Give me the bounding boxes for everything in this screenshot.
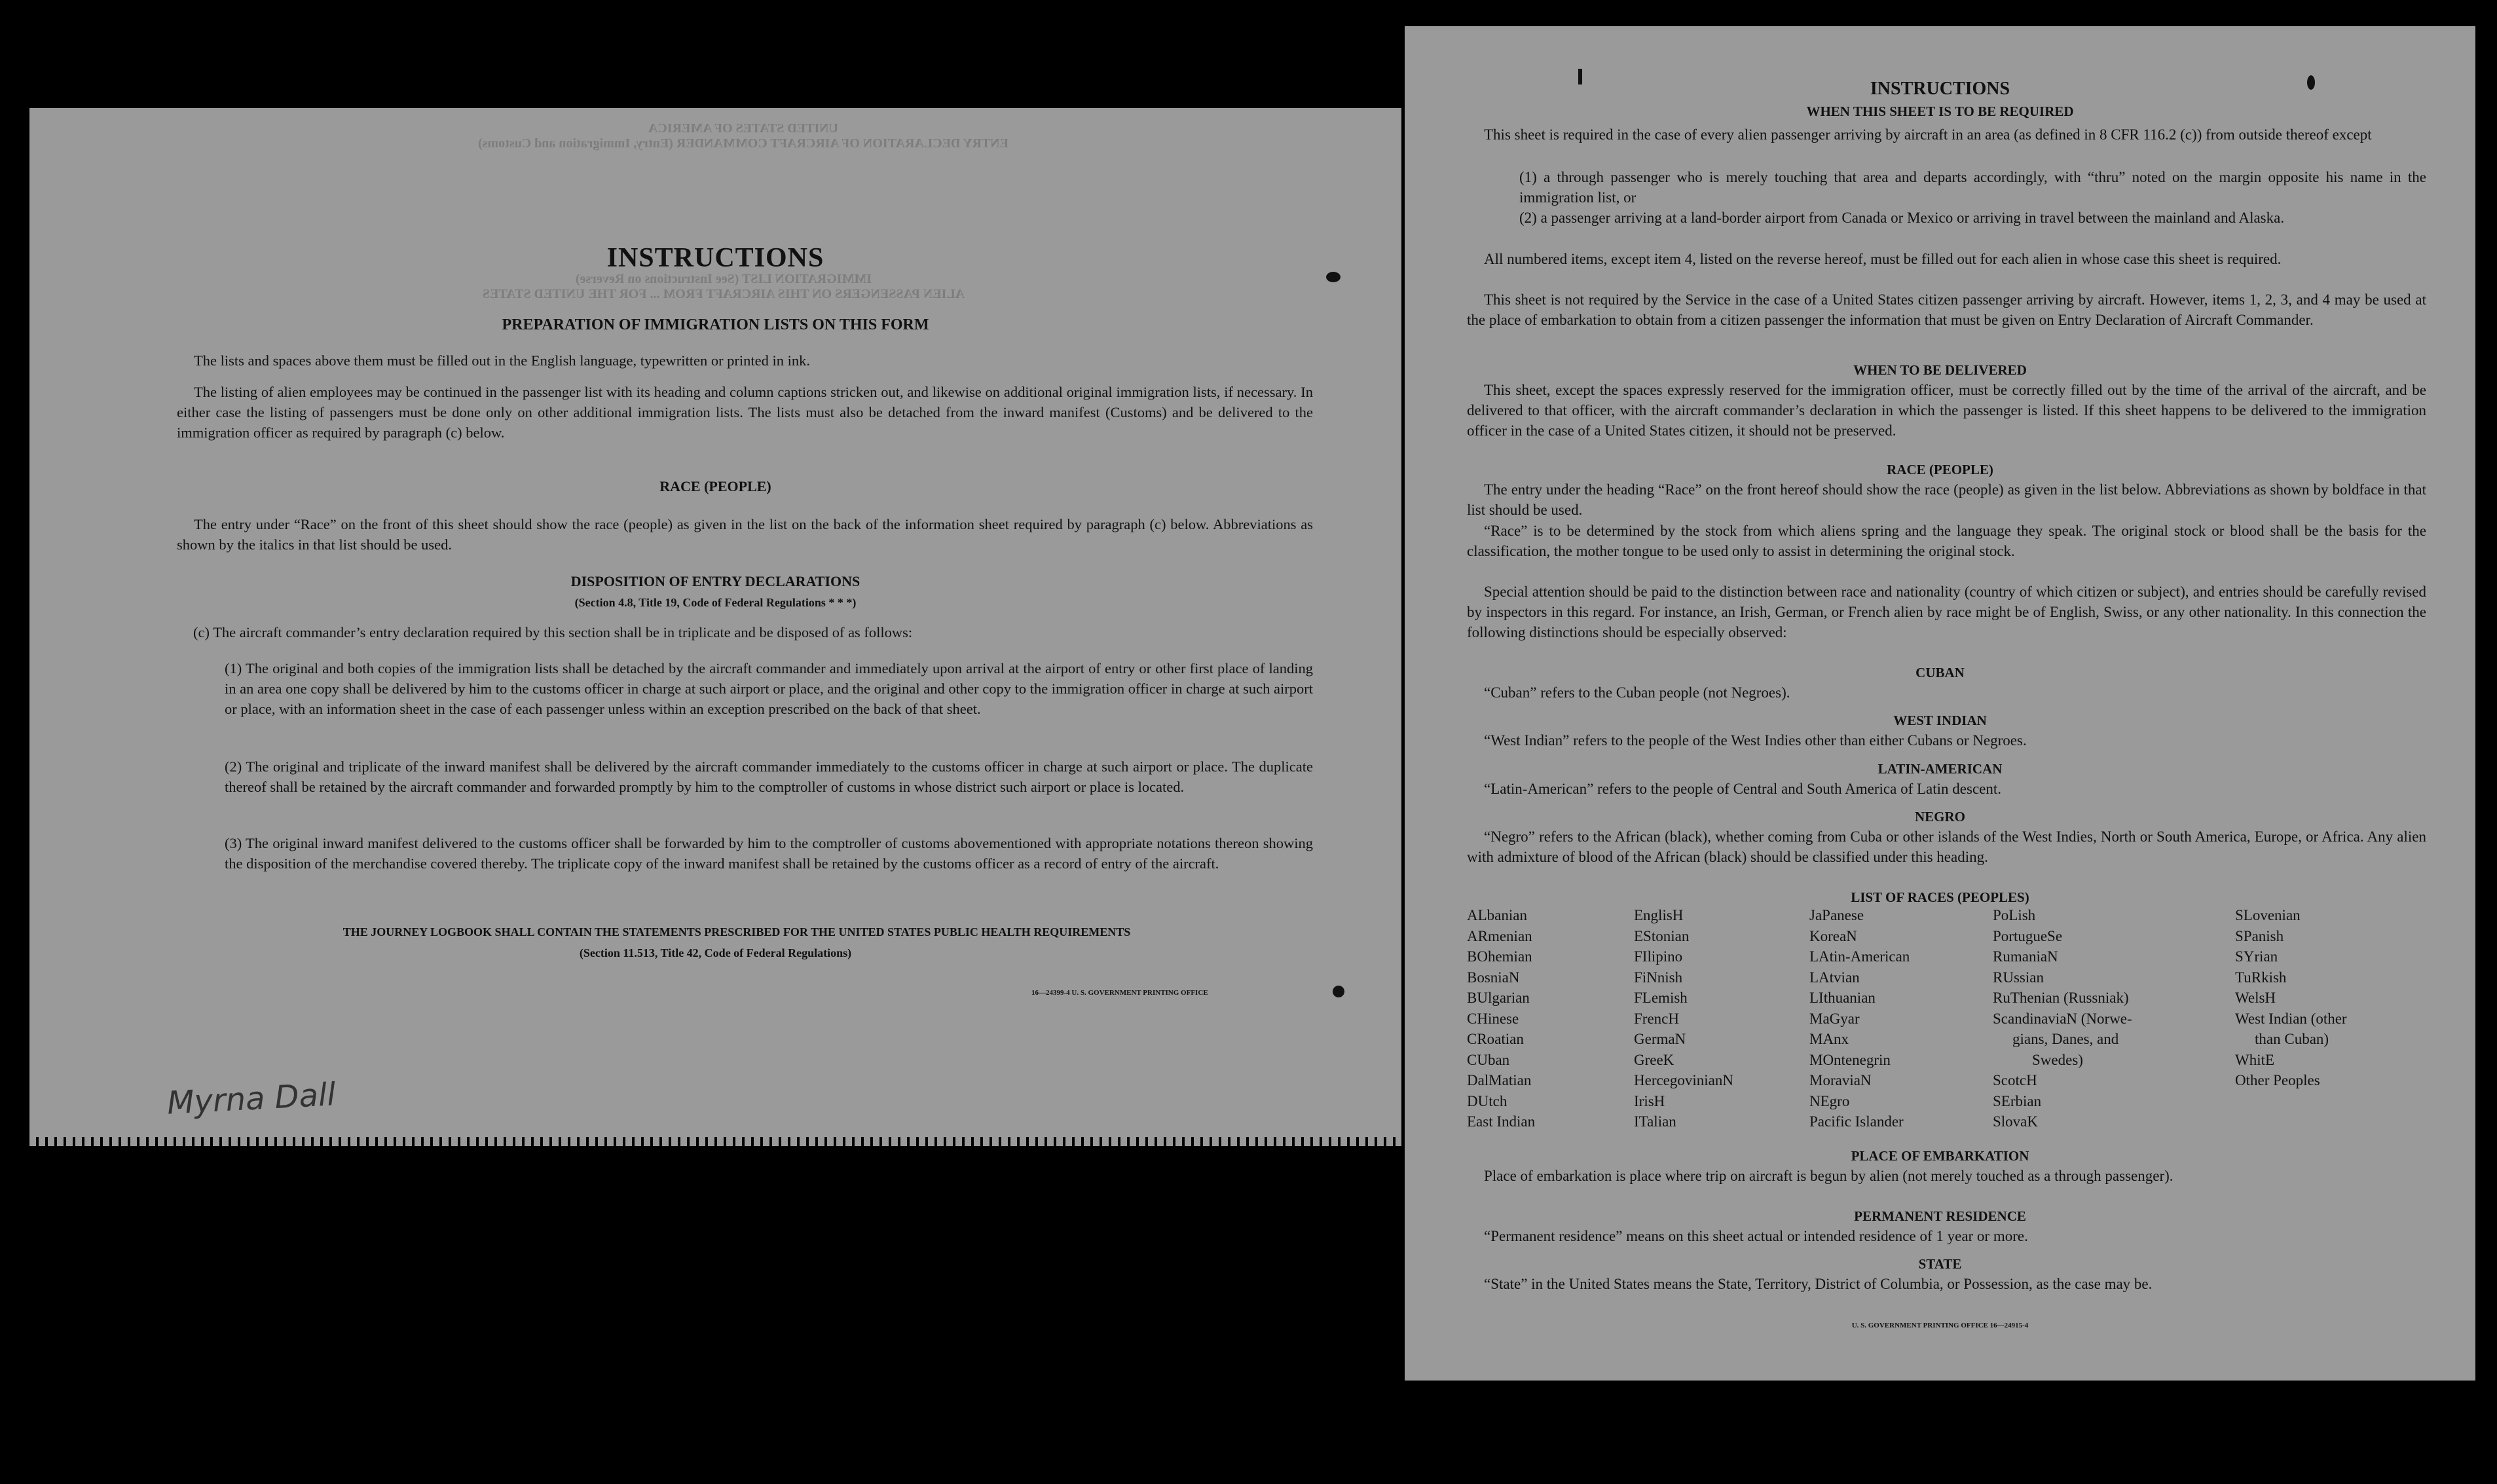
perforated-edge bbox=[29, 1137, 1401, 1146]
citation: (Section 4.8, Title 19, Code of Federal Regulations * * *) bbox=[574, 596, 857, 609]
ink-spot bbox=[1333, 986, 1344, 997]
section-heading: LATIN-AMERICAN bbox=[1877, 761, 2003, 777]
paragraph: “West Indian” refers to the people of the West Indies other than either Cubans or Negroes. bbox=[1484, 732, 2027, 749]
section-heading: PLACE OF EMBARKATION bbox=[1851, 1148, 2029, 1164]
race-item: than Cuban) bbox=[2255, 1031, 2329, 1047]
race-item: JaPanese bbox=[1809, 907, 1864, 923]
logbook-notice: THE JOURNEY LOGBOOK SHALL CONTAIN THE STATEMENTS PRESCRIBED FOR THE UNITED STATES PUBLIC HEALTH REQUIREMENTS bbox=[342, 925, 1131, 938]
race-item: ScandinaviaN (Norwe- bbox=[1993, 1010, 2132, 1027]
race-item: gians, Danes, and bbox=[2012, 1031, 2119, 1047]
race-item: BosniaN bbox=[1467, 969, 1520, 986]
race-item: SErbian bbox=[1993, 1092, 2042, 1109]
bleed-through-text: IMMIGRATION LIST (See Instructions on Reverse) ALIEN PASSENGERS ON THIS AIRCRAFT FROM ... FOR THE UNITED STATES bbox=[482, 272, 965, 301]
left-document-page bbox=[29, 108, 1401, 1146]
race-list-column bbox=[1467, 905, 1535, 1132]
race-item: FiNnish bbox=[1634, 969, 1683, 986]
section-heading: CUBAN bbox=[1915, 665, 1965, 680]
race-item: MAnx bbox=[1809, 1031, 1849, 1047]
race-item: CUban bbox=[1467, 1051, 1510, 1068]
section-heading: WHEN TO BE DELIVERED bbox=[1853, 362, 2027, 378]
ink-spot bbox=[2307, 75, 2315, 90]
race-item: Swedes) bbox=[2032, 1051, 2083, 1068]
race-item: RumaniaN bbox=[1993, 948, 2058, 965]
race-item: KoreaN bbox=[1809, 927, 1857, 944]
race-item: SLovenian bbox=[2235, 907, 2301, 923]
section-heading: STATE bbox=[1918, 1256, 1962, 1272]
ink-spot bbox=[1326, 272, 1341, 282]
race-list-column bbox=[2235, 905, 2347, 1091]
race-item: GermaN bbox=[1634, 1031, 1686, 1047]
race-item: ScotcH bbox=[1993, 1072, 2037, 1088]
section-heading: RACE (PEOPLE) bbox=[1887, 462, 1993, 477]
printing-office-note: U. S. GOVERNMENT PRINTING OFFICE 16—24915-4 bbox=[1851, 1322, 2029, 1329]
race-item: TuRkish bbox=[2235, 969, 2287, 986]
paragraph: “Negro” refers to the African (black), whether coming from Cuba or other islands of the West Indies, North or South America, Europe, or Africa. Any alien with admixture of blood of the African (black) should be classified under this heading. bbox=[1467, 828, 2426, 865]
race-item: BUlgarian bbox=[1467, 990, 1530, 1006]
paragraph: The lists and spaces above them must be filled out in the English language, typewritten or printed in ink. bbox=[194, 352, 811, 369]
paragraph: This sheet, except the spaces expressly reserved for the immigration officer, must be correctly filled out by the time of the arrival of the aircraft, and be delivered to that officer, with the aircraft commander’s declaration in which the passenger is listed. If this sheet happens to be delivered to the immigration officer in the case of a United States citizen, it should not be preserved. bbox=[1467, 382, 2426, 439]
section-heading: WHEN THIS SHEET IS TO BE REQUIRED bbox=[1806, 103, 2074, 119]
section-heading: NEGRO bbox=[1914, 809, 1965, 825]
paragraph: “Permanent residence” means on this sheet actual or intended residence of 1 year or more. bbox=[1484, 1228, 2028, 1244]
race-item: EStonian bbox=[1634, 927, 1690, 944]
race-item: RUssian bbox=[1993, 969, 2044, 986]
list-item: (2) a passenger arriving at a land-border airport from Canada or Mexico or arriving in travel between the mainland and Alaska. bbox=[1519, 210, 2285, 226]
section-heading: LIST OF RACES (PEOPLES) bbox=[1851, 889, 2029, 905]
paragraph: This sheet is not required by the Service in the case of a United States citizen passenger arriving by aircraft. However, items 1, 2, 3, and 4 may be used at the place of embarkation to obtain from a citizen passenger the information that must be given on Entry Declaration of Aircraft Commander. bbox=[1467, 291, 2426, 328]
race-item: FrencH bbox=[1634, 1010, 1679, 1027]
race-list-column bbox=[1993, 905, 2132, 1132]
race-item: CRoatian bbox=[1467, 1031, 1524, 1047]
section-heading: PREPARATION OF IMMIGRATION LISTS ON THIS FORM bbox=[502, 316, 929, 333]
right-document-page bbox=[1405, 26, 2475, 1381]
race-item: NEgro bbox=[1809, 1092, 1850, 1109]
race-item: GreeK bbox=[1634, 1051, 1674, 1068]
race-item: BOhemian bbox=[1467, 948, 1532, 965]
race-item: MOntenegrin bbox=[1809, 1051, 1891, 1068]
paragraph: All numbered items, except item 4, listed on the reverse hereof, must be filled out for each alien in whose case this sheet is required. bbox=[1484, 251, 2282, 267]
printing-office-note: 16—24399-4 U. S. GOVERNMENT PRINTING OFFICE bbox=[1031, 989, 1208, 997]
list-item: (1) The original and both copies of the immigration lists shall be detached by the aircraft commander and immediately upon arrival at the airport of entry or other first place of landing in an area one copy shall be delivered by him to the customs officer in charge at such airport or place, and the original and other copy to the immigration officer in charge at such airport or place, with an information sheet in the case of each passenger unless within an exception prescribed on the back of that sheet. bbox=[225, 660, 1313, 717]
race-item: HercegovinianN bbox=[1634, 1072, 1733, 1088]
race-item: PortugueSe bbox=[1993, 927, 2063, 944]
race-item: RuThenian (Russniak) bbox=[1993, 990, 2129, 1006]
race-item: SlovaK bbox=[1993, 1113, 2038, 1130]
section-heading: RACE (PEOPLE) bbox=[659, 478, 771, 494]
paragraph: The entry under the heading “Race” on the front hereof should show the race (people) as given in the list below. Abbreviations as shown by boldface in that list should be used. bbox=[1467, 481, 2426, 518]
race-item: ITalian bbox=[1634, 1113, 1676, 1130]
race-item: FIlipino bbox=[1634, 948, 1683, 965]
race-item: ALbanian bbox=[1467, 907, 1527, 923]
race-item: East Indian bbox=[1467, 1113, 1536, 1130]
section-heading: DISPOSITION OF ENTRY DECLARATIONS bbox=[570, 573, 860, 589]
race-item: ARmenian bbox=[1467, 927, 1532, 944]
race-item: PoLish bbox=[1993, 907, 2036, 923]
paragraph: “Cuban” refers to the Cuban people (not Negroes). bbox=[1484, 684, 1790, 701]
race-item: MaGyar bbox=[1809, 1010, 1860, 1027]
paragraph: (c) The aircraft commander’s entry declaration required by this section shall be in triplicate and be disposed of as follows: bbox=[193, 624, 913, 640]
race-item: Pacific Islander bbox=[1809, 1113, 1904, 1130]
list-item: (3) The original inward manifest delivered to the customs officer shall be forwarded by him to the comptroller of customs abovementioned with appropriate notations thereon showing the disposition of the merchandise covered thereby. The triplicate copy of the inward manifest shall be retained by the customs officer as a record of entry of the aircraft. bbox=[225, 835, 1313, 872]
race-item: EnglisH bbox=[1634, 907, 1684, 923]
paragraph: “State” in the United States means the State, Territory, District of Columbia, or Possession, as the case may be. bbox=[1484, 1276, 2153, 1292]
race-item: LAtvian bbox=[1809, 969, 1860, 986]
race-item: IrisH bbox=[1634, 1092, 1665, 1109]
handwritten-signature: Myrna Dall bbox=[166, 1076, 337, 1122]
paragraph: Place of embarkation is place where trip on aircraft is begun by alien (not merely touched as a through passenger). bbox=[1484, 1168, 2173, 1184]
race-item: LIthuanian bbox=[1809, 990, 1876, 1006]
race-item: FLemish bbox=[1634, 990, 1688, 1006]
race-item: SPanish bbox=[2235, 927, 2284, 944]
race-item: West Indian (other bbox=[2235, 1010, 2347, 1027]
race-item: DalMatian bbox=[1467, 1072, 1532, 1088]
race-list-column bbox=[1809, 905, 1910, 1132]
bleed-through-text: UNITED STATES OF AMERICA ENTRY DECLARATION OF AIRCRAFT COMMANDER (Entry, Immigration and Customs) bbox=[478, 121, 1008, 151]
section-heading: PERMANENT RESIDENCE bbox=[1854, 1208, 2026, 1224]
race-item: WelsH bbox=[2235, 990, 2276, 1006]
citation: (Section 11.513, Title 42, Code of Federal Regulations) bbox=[579, 946, 852, 959]
page-title: INSTRUCTIONS bbox=[1870, 79, 2010, 99]
race-item: WhitE bbox=[2235, 1051, 2275, 1068]
race-list-column bbox=[1634, 905, 1733, 1132]
race-item: Other Peoples bbox=[2235, 1072, 2320, 1088]
race-item: MoraviaN bbox=[1809, 1072, 1872, 1088]
list-item: (1) a through passenger who is merely touching that area and departs accordingly, with “thru” noted on the margin opposite his name in the immigration list, or bbox=[1519, 169, 2426, 206]
list-item: (2) The original and triplicate of the inward manifest shall be delivered by the aircraft commander immediately to the customs officer in charge at such airport or place. The duplicate thereof shall be retained by the aircraft commander and forwarded promptly by him to the comptroller of customs in whose district such airport or place is located. bbox=[225, 758, 1313, 795]
paragraph: The listing of alien employees may be continued in the passenger list with its heading and column captions stricken out, and likewise on additional original immigration lists, if necessary. In either case the listing of passengers must be done only on other additional immigration lists. The lists must also be detached from the inward manifest (Customs) and be delivered to the immigration officer as required by paragraph (c) below. bbox=[177, 384, 1313, 441]
page-title: INSTRUCTIONS bbox=[606, 243, 824, 273]
section-heading: WEST INDIAN bbox=[1893, 713, 1987, 728]
race-item: SYrian bbox=[2235, 948, 2278, 965]
paragraph: This sheet is required in the case of every alien passenger arriving by aircraft in an area (as defined in 8 CFR 116.2 (c)) from outside thereof except bbox=[1484, 126, 2372, 143]
paragraph: The entry under “Race” on the front of this sheet should show the race (people) as given in the list on the back of the information sheet required by paragraph (c) below. Abbreviations as shown by the italics in that list should be used. bbox=[177, 516, 1313, 553]
race-item: LAtin-American bbox=[1809, 948, 1910, 965]
paragraph: Special attention should be paid to the distinction between race and nationality (country of which citizen or subject), and entries should be carefully revised by inspectors in this regard. For instance, an Irish, German, or French alien by race might be of English, Swiss, or any other nationality. In this connection the following distinctions should be especially observed: bbox=[1467, 584, 2426, 640]
ink-spot bbox=[1578, 69, 1582, 84]
race-item: DUtch bbox=[1467, 1092, 1507, 1109]
race-item: CHinese bbox=[1467, 1010, 1519, 1027]
paragraph: “Race” is to be determined by the stock from which aliens spring and the language they speak. The original stock or blood shall be the basis for the classification, the mother tongue to be used only to assist in determining the original stock. bbox=[1467, 523, 2426, 559]
paragraph: “Latin-American” refers to the people of Central and South America of Latin descent. bbox=[1484, 781, 2001, 797]
